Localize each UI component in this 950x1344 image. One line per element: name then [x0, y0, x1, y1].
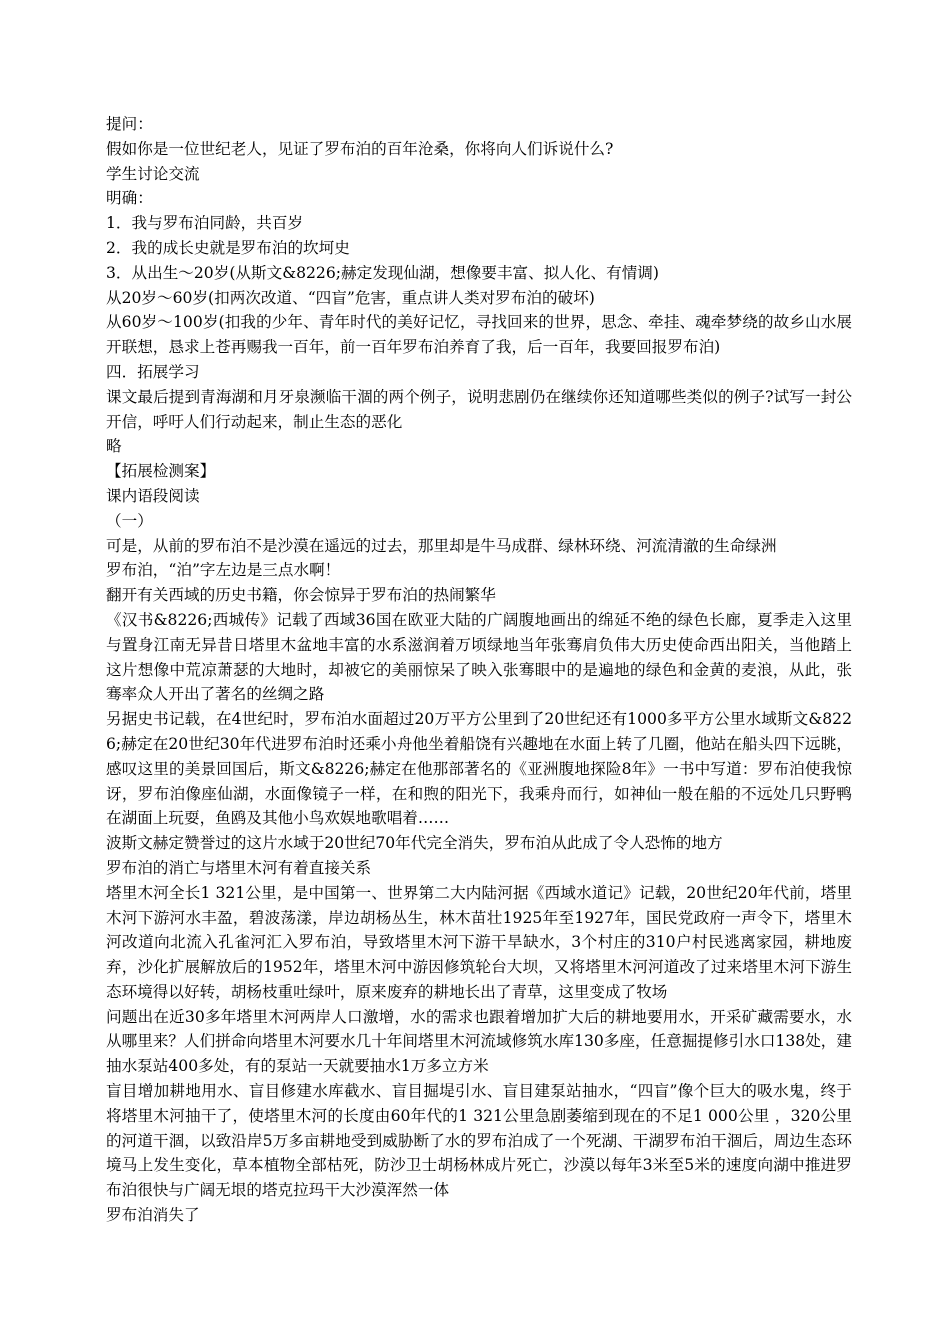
- text-line: 可是，从前的罗布泊不是沙漠在遥远的过去，那里却是牛马成群、绿林环绕、河流清澈的生命绿洲: [106, 536, 777, 555]
- text-line: 课内语段阅读: [106, 486, 200, 505]
- text-line: 2．我的成长史就是罗布泊的坎坷史: [106, 238, 350, 257]
- text-line: 明确：: [106, 189, 153, 208]
- text-line: 塔里木河全长1 321公里，是中国第一、世界第二大内陆河据《西域水道记》记载，20世纪20年代前，塔里木河下游河水丰盈，碧波荡漾，岸边胡杨丛生，林木苗壮1925年至1927年，国民党政府一声令下，塔里木河改道向北流入孔雀河汇入罗布泊，导致塔里木河下游干旱缺水，3个村庄的310户村民逃离家园，耕地废弃，沙化扩展解放后的1952年，塔里木河中游因修筑轮台大坝，又将塔里木河河道改了过来塔里木河下游生态环境得以好转，胡杨枝重吐绿叶，原来废弃的耕地长出了青草，这里变成了牧场: [106, 883, 852, 1001]
- text-line: 翻开有关西域的历史书籍，你会惊异于罗布泊的热闹繁华: [106, 586, 496, 605]
- text-line: 从60岁～100岁(扣我的少年、青年时代的美好记忆，寻找回来的世界，思念、牵挂、魂牵梦绕的故乡山水展开联想，恳求上苍再赐我一百年，前一百年罗布泊养育了我，后一百年，我要回报罗布泊): [106, 313, 852, 357]
- text-line: 问题出在近30多年塔里木河两岸人口激增，水的需求也跟着增加扩大后的耕地要用水，开采矿藏需要水，水从哪里来？人们拼命向塔里木河要水几十年间塔里木河流域修筑水库130多座，任意掘提修引水口138处，建抽水泵站400多处，有的泵站一天就要抽水1万多立方米: [106, 1007, 852, 1076]
- document-body: [106, 112, 852, 1228]
- text-line: 1．我与罗布泊同龄，共百岁: [106, 214, 304, 233]
- text-line: 罗布泊的消亡与塔里木河有着直接关系: [106, 858, 372, 877]
- text-line: 提问：: [106, 115, 153, 133]
- text-line: 从20岁～60岁(扣两次改道、“四盲”危害，重点讲人类对罗布泊的破坏): [106, 288, 595, 307]
- text-line: 《汉书&8226;西城传》记载了西域36国在欧亚大陆的广阔腹地画出的绵延不绝的绿色长廊，夏季走入这里与置身江南无异昔日塔里木盆地丰富的水系滋润着万顷绿地当年张骞肩负伟大历史使命西出阳关，当他踏上这片想像中荒凉萧瑟的大地时，却被它的美丽惊呆了映入张骞眼中的是遍地的绿色和金黄的麦浪，从此，张骞率众人开出了著名的丝绸之路: [106, 610, 852, 704]
- text-line: 学生讨论交流: [106, 164, 200, 183]
- text-line: 另据史书记载，在4世纪时，罗布泊水面超过20万平方公里到了20世纪还有1000多平方公里水域斯文&8226;赫定在20世纪30年代进罗布泊时还乘小舟他坐着船饶有兴趣地在水面上转了几圈，他站在船头四下远眺，感叹这里的美景回国后，斯文&8226;赫定在他那部著名的《亚洲腹地探险8年》一书中写道：罗布泊使我惊讶，罗布泊像座仙湖，水面像镜子一样，在和煦的阳光下，我乘舟而行，如神仙一般在船的不远处几只野鸭在湖面上玩耍，鱼鸥及其他小鸟欢娱地歌唱着……: [106, 710, 852, 828]
- text-line: 波斯文赫定赞誉过的这片水域于20世纪70年代完全消失，罗布泊从此成了令人恐怖的地方: [106, 834, 723, 853]
- text-line: 盲目增加耕地用水、盲目修建水库截水、盲目掘堤引水、盲目建泵站抽水，“四盲”像个巨大的吸水鬼，终于将塔里木河抽干了，使塔里木河的长度由60年代的1 321公里急剧萎缩到现在的不足1 000公里 ，320公里的河道干涸，以致沿岸5万多亩耕地受到威胁断了水的罗布泊成了一个死湖、干湖罗布泊干涸后，周边生态环境马上发生变化，草本植物全部枯死，防沙卫士胡杨林成片死亡，沙漠以每年3米至5米的速度向湖中推进罗布泊很快与广阔无垠的塔克拉玛干大沙漠浑然一体: [106, 1082, 852, 1200]
- text-line: （一）: [106, 511, 153, 530]
- section-heading: 【拓展检测案】: [106, 462, 216, 481]
- text-line: 3．从出生～20岁(从斯文&8226;赫定发现仙湖，想像要丰富、拟人化、有情调): [106, 263, 659, 282]
- text-line: 罗布泊，“泊”字左边是三点水啊！: [106, 561, 341, 580]
- section-heading: 四．拓展学习: [106, 362, 200, 381]
- text-line: 假如你是一位世纪老人，见证了罗布泊的百年沧桑，你将向人们诉说什么?: [106, 139, 614, 158]
- text-line: 课文最后提到青海湖和月牙泉濒临干涸的两个例子，说明悲剧仍在继续你还知道哪些类似的例子?试写一封公开信，呼吁人们行动起来，制止生态的恶化: [106, 387, 852, 431]
- text-line: 略: [106, 437, 122, 456]
- text-line: 罗布泊消失了: [106, 1206, 200, 1225]
